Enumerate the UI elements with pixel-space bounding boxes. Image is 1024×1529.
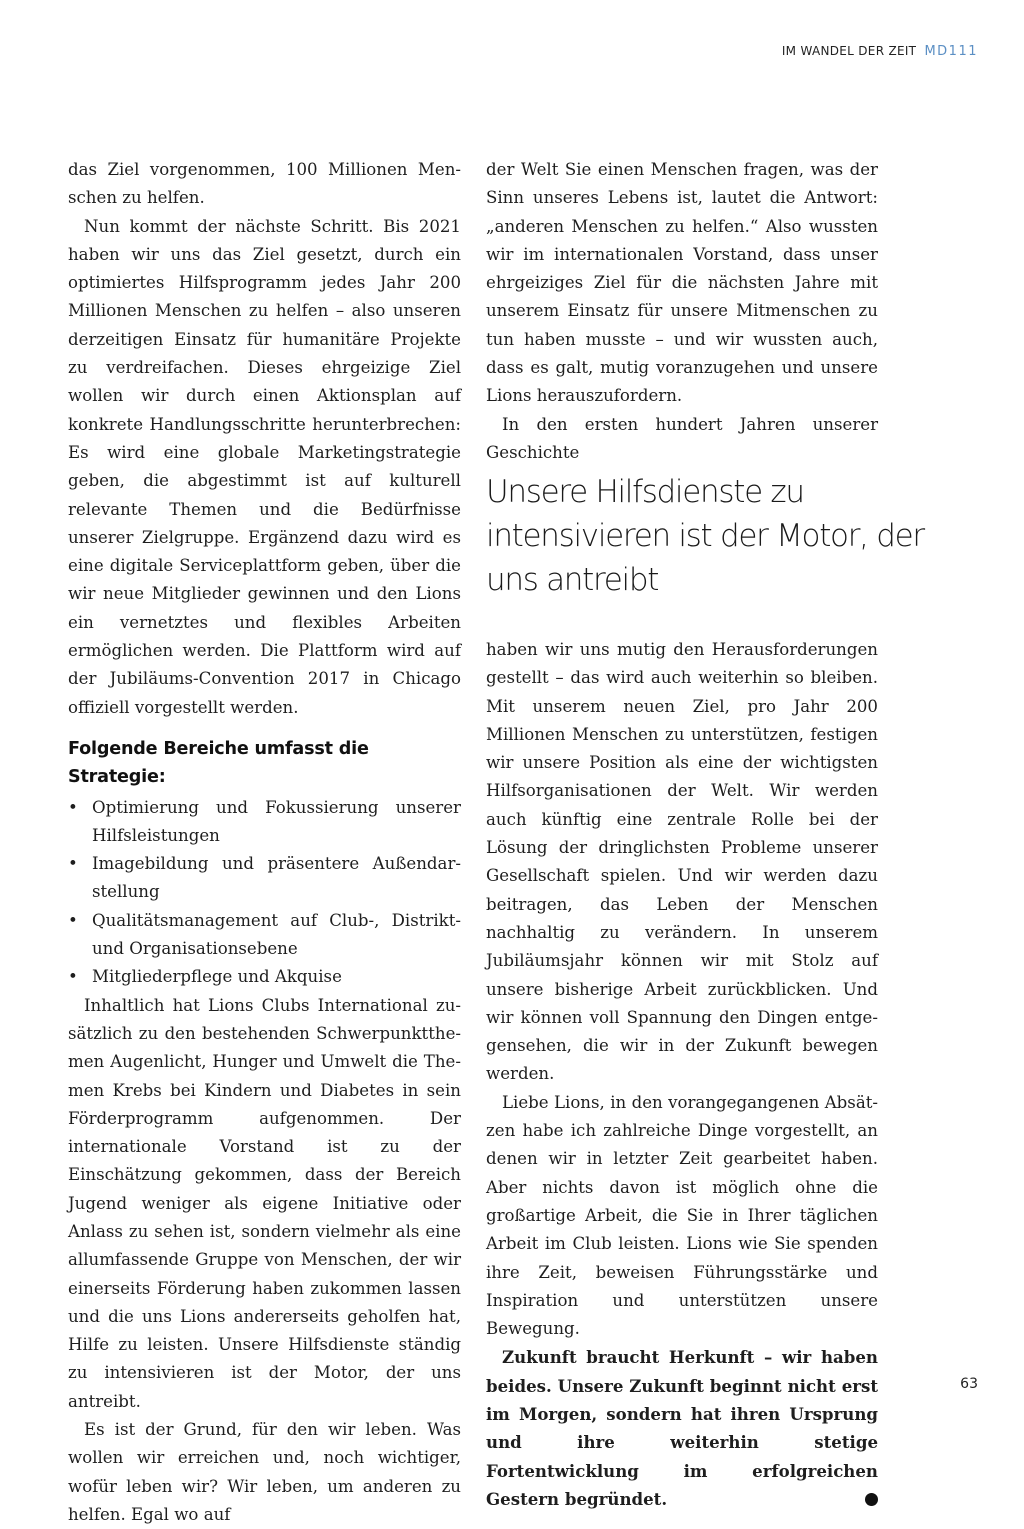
strategy-bullet-list	[68, 794, 461, 992]
running-head	[782, 44, 978, 59]
bullet-item: • Mitgliederpflege und Akquise	[68, 963, 461, 991]
section-title: IM WANDEL DER ZEIT	[781, 44, 917, 58]
right-column-bottom	[486, 636, 887, 1513]
left-paragraph-1: das Ziel vorgenommen, 100 Millionen Menschen zu helfen.	[68, 160, 461, 208]
left-paragraph-2: Nun kommt der nächste Schritt. Bis 2021 haben wir uns das Ziel gesetzt, durch ein optimiertes Hilfsprogramm jedes Jahr 200 Millionen Menschen zu helfen – also unseren derzeitigen Einsatz für humanitäre Projekte zu verdreifachen. Dieses ehrgeizige Ziel wollen wir durch einen Aktionsplan auf konkrete Handlungsschritte herunterbrechen: Es wird eine globale Marketingstrategie geben, die abgestimmt ist auf kulturell relevante Themen und die Bedürfnisse unserer Zielgruppe. Ergänzend dazu wird es eine digitale Serviceplattform geben, über die wir neue Mitglieder gewinnen und den Lions ein vernetztes und flexibles Arbeiten ermöglichen werden. Die Plattform wird auf der Jubiläums-Convention 2017 in Chicago offiziell vorgestellt werden.	[68, 216, 461, 717]
lions-end-mark-icon: L	[865, 1493, 878, 1506]
page-number: 63	[960, 1376, 978, 1392]
bullet-item: • Qualitätsmanagement auf Club-, Distrikt- und Organisationsebene	[68, 907, 461, 964]
pull-quote: Unsere Hilfsdienste zu intensivieren ist der Motor, der uns antreibt	[486, 474, 924, 598]
left-paragraph-3: Inhaltlich hat Lions Clubs International zusätzlich zu den bestehenden Schwerpunktthemen Augenlicht, Hunger und Umwelt die Themen Krebs bei Kindern und Diabetes in sein Förderprogramm aufgenommen. Der internationale Vorstand ist zu der Einschätzung gekommen, dass der Bereich Jugend weniger als eigene Initiative oder Anlass zu sehen ist, sondern vielmehr als eine allumfassende Gruppe von Menschen, der wir einerseits Förderung haben zukommen lassen und die uns Lions andererseits geholfen hat, Hilfe zu leisten. Unsere Hilfsdienste ständig zu intensivieren ist der Motor, der uns antreibt.	[68, 995, 461, 1411]
closing-text: Zukunft braucht Herkunft – wir haben beides. Unsere Zukunft beginnt nicht erst im Morgen, sondern hat ihren Ursprung und ihre weiterhin stetige Fortentwicklung im erfolgreichen Gestern begründet.	[486, 1347, 878, 1509]
right-paragraph-3: haben wir uns mutig den Herausforderungen gestellt – das wird auch weiterhin so bleiben. Mit unserem neuen Ziel, pro Jahr 200 Millionen Menschen zu unterstützen, festigen wir unsere Position als eine der wichtigsten Hilfsorganisationen der Welt. Wir werden auch künftig eine zentrale Rolle bei der Lösung der dringlichsten Probleme unserer Gesellschaft spielen. Und wir werden dazu beitragen, das Leben der Menschen nachhaltig zu verändern. In unserem Jubiläumsjahr können wir mit Stolz auf unsere bisherige Arbeit zurückblicken. Und wir können voll Spannung den Dingen entgegensehen, die wir in der Zukunft bewegen werden.	[486, 640, 878, 1084]
right-paragraph-1: der Welt Sie einen Menschen fragen, was der Sinn unseres Lebens ist, lautet die Antwort: „anderen Menschen zu helfen.“ Also wussten wir im internationalen Vorstand, dass unser ehrgeiziges Ziel für die nächsten Jahre mit unserem Einsatz für unsere Mitmenschen zu tun haben musste – und wir wussten auch, dass es galt, mutig voranzugehen und unsere Lions herauszufordern.	[486, 160, 878, 406]
right-column-top	[486, 156, 878, 467]
right-paragraph-4: Liebe Lions, in den vorangegangenen Absätzen habe ich zahlreiche Dinge vorgestellt, an denen wir in letzter Zeit gearbeitet haben. Aber nichts davon ist möglich ohne die großartige Arbeit, die Sie in Ihrer täglichen Arbeit im Club leisten. Lions wie Sie spenden ihre Zeit, beweisen Führungsstärke und Inspiration und unterstützen unsere Bewegung.	[486, 1092, 878, 1339]
strategy-subheading: Folgende Bereiche umfasst die Strategie:	[68, 738, 369, 788]
bullet-item: • Imagebildung und präsentere Außendarstellung	[68, 850, 461, 907]
section-code: MD111	[924, 44, 978, 59]
bullet-item: • Optimierung und Fokussierung unserer Hilfsleistungen	[68, 794, 461, 851]
closing-paragraph	[486, 1343, 887, 1513]
left-paragraph-4: Es ist der Grund, für den wir leben. Was wollen wir erreichen und, noch wichtiger, wofür leben wir? Wir leben, um anderen zu helfen. Egal wo auf	[68, 1420, 461, 1524]
left-column	[68, 156, 461, 1529]
right-paragraph-2: In den ersten hundert Jahren unserer Geschichte	[486, 414, 878, 462]
